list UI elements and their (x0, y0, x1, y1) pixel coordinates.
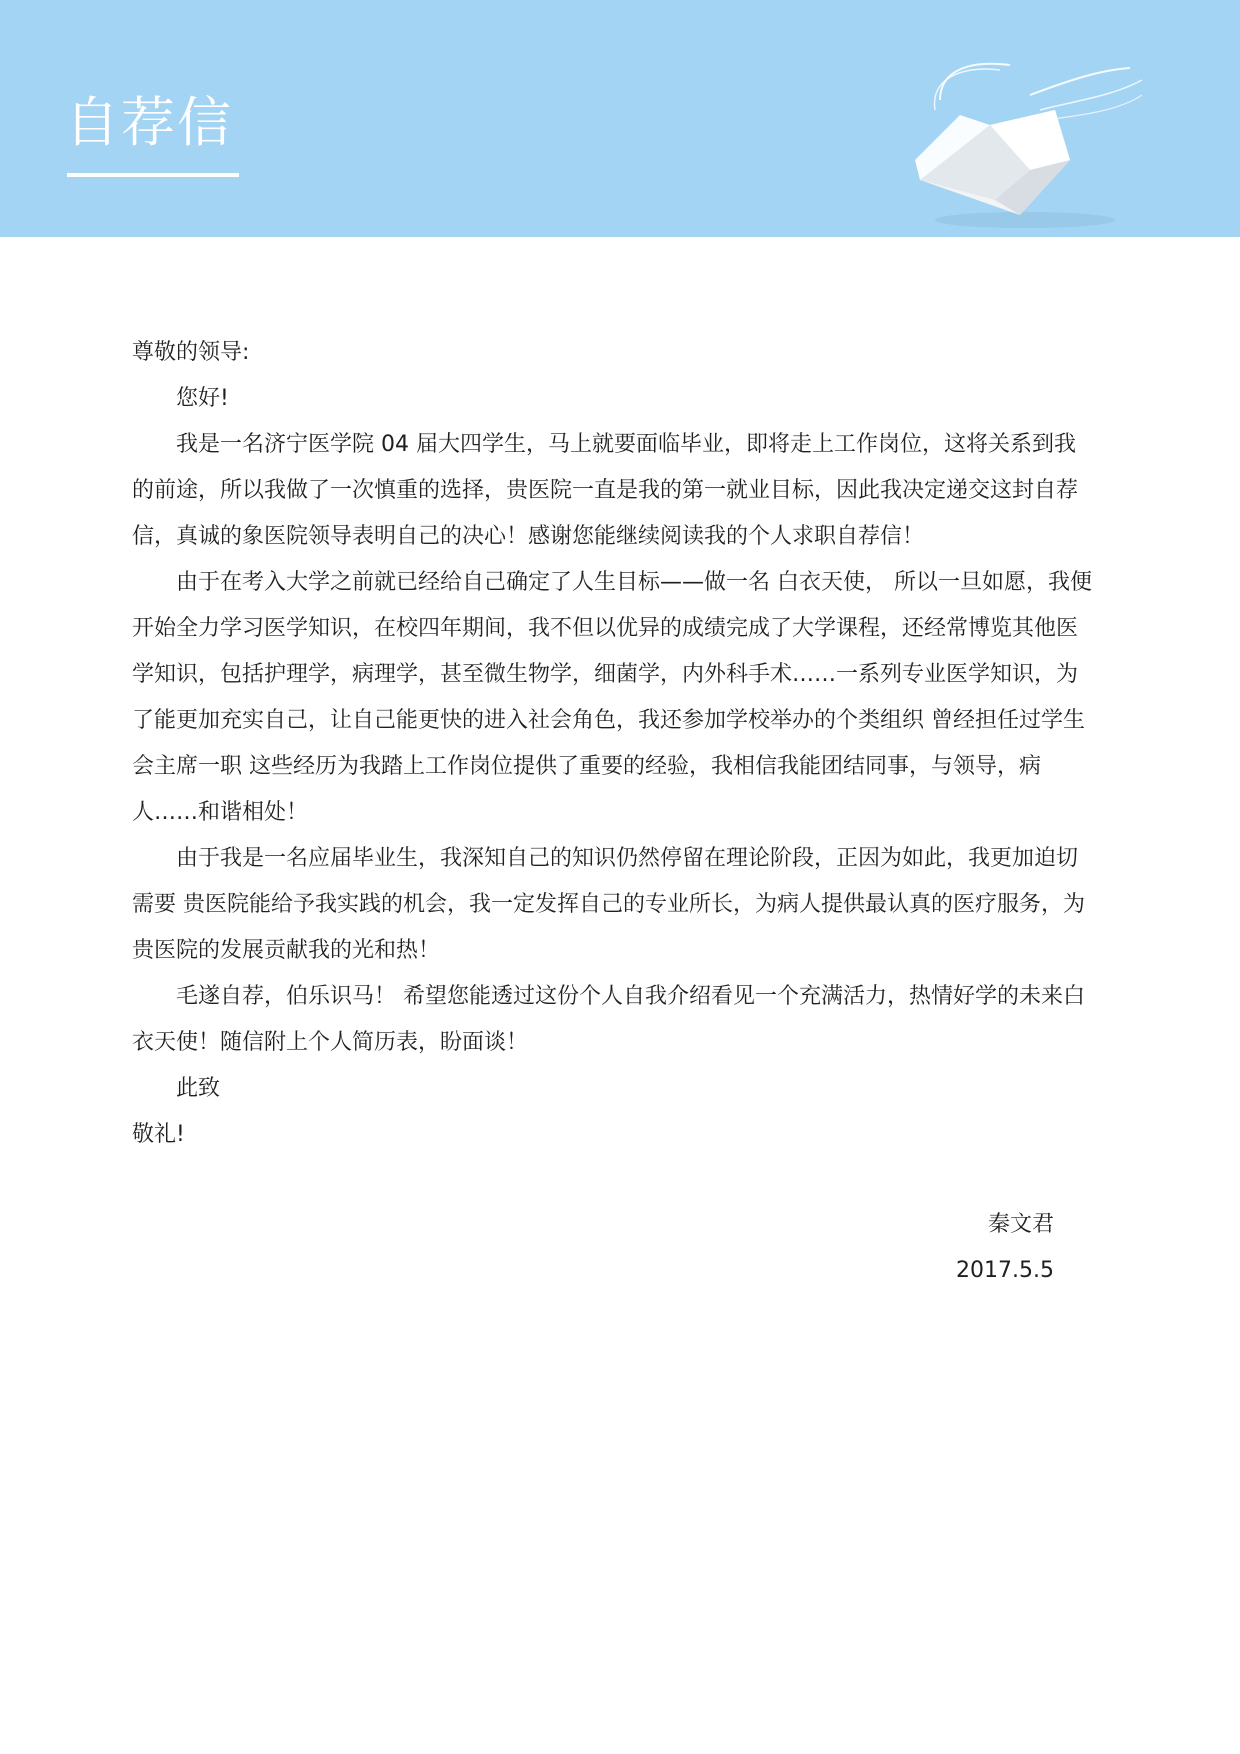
greeting: 您好! (176, 386, 229, 411)
title-underline (67, 173, 239, 177)
header-banner (0, 0, 1240, 237)
signature-date: 2017.5.5 (956, 1258, 1054, 1283)
signature-name: 秦文君 (987, 1212, 1054, 1237)
page-title: 自荐信 (65, 91, 233, 154)
paragraph-1: 我是一名济宁医学院 04 届大四学生，马上就要面临毕业，即将走上工作岗位，这将关系到我的前途，所以我做了一次慎重的选择，贵医院一直是我的第一就业目标，因此我决定递交这封自荐信，真诚的象医院领导表明自己的决心！感谢您能继续阅读我的个人求职自荐信！ (132, 432, 1079, 549)
paragraph-4: 毛遂自荐，伯乐识马！ 希望您能透过这份个人自我介绍看见一个充满活力，热情好学的未来白衣天使！随信附上个人简历表，盼面谈！ (132, 984, 1085, 1055)
salutation: 尊敬的领导: (132, 340, 250, 365)
paragraph-3: 由于我是一名应届毕业生，我深知自己的知识仍然停留在理论阶段，正因为如此，我更加迫切需要 贵医院能给予我实践的机会，我一定发挥自己的专业所长，为病人提供最认真的医疗服务，为贵医院的发展贡献我的光和热！ (132, 846, 1085, 963)
letter-body (132, 330, 1092, 1158)
nurse-cap-icon (880, 40, 1150, 230)
closing-jing-li: 敬礼! (132, 1122, 185, 1147)
paragraph-2: 由于在考入大学之前就已经给自己确定了人生目标——做一名 白衣天使， 所以一旦如愿，我便开始全力学习医学知识，在校四年期间，我不但以优异的成绩完成了大学课程，还经常博览其他医学知识，包括护理学，病理学，甚至微生物学，细菌学，内外科手术……一系列专业医学知识，为了能更加充实自己，让自己能更快的进入社会角色，我还参加学校举办的个类组织 曾经担任过学生会主席一职 这些经历为我踏上工作岗位提供了重要的经验，我相信我能团结同事，与领导，病人……和谐相处！ (132, 570, 1092, 825)
signature-block (956, 1202, 1054, 1294)
closing-ci-zhi: 此致 (176, 1076, 221, 1101)
